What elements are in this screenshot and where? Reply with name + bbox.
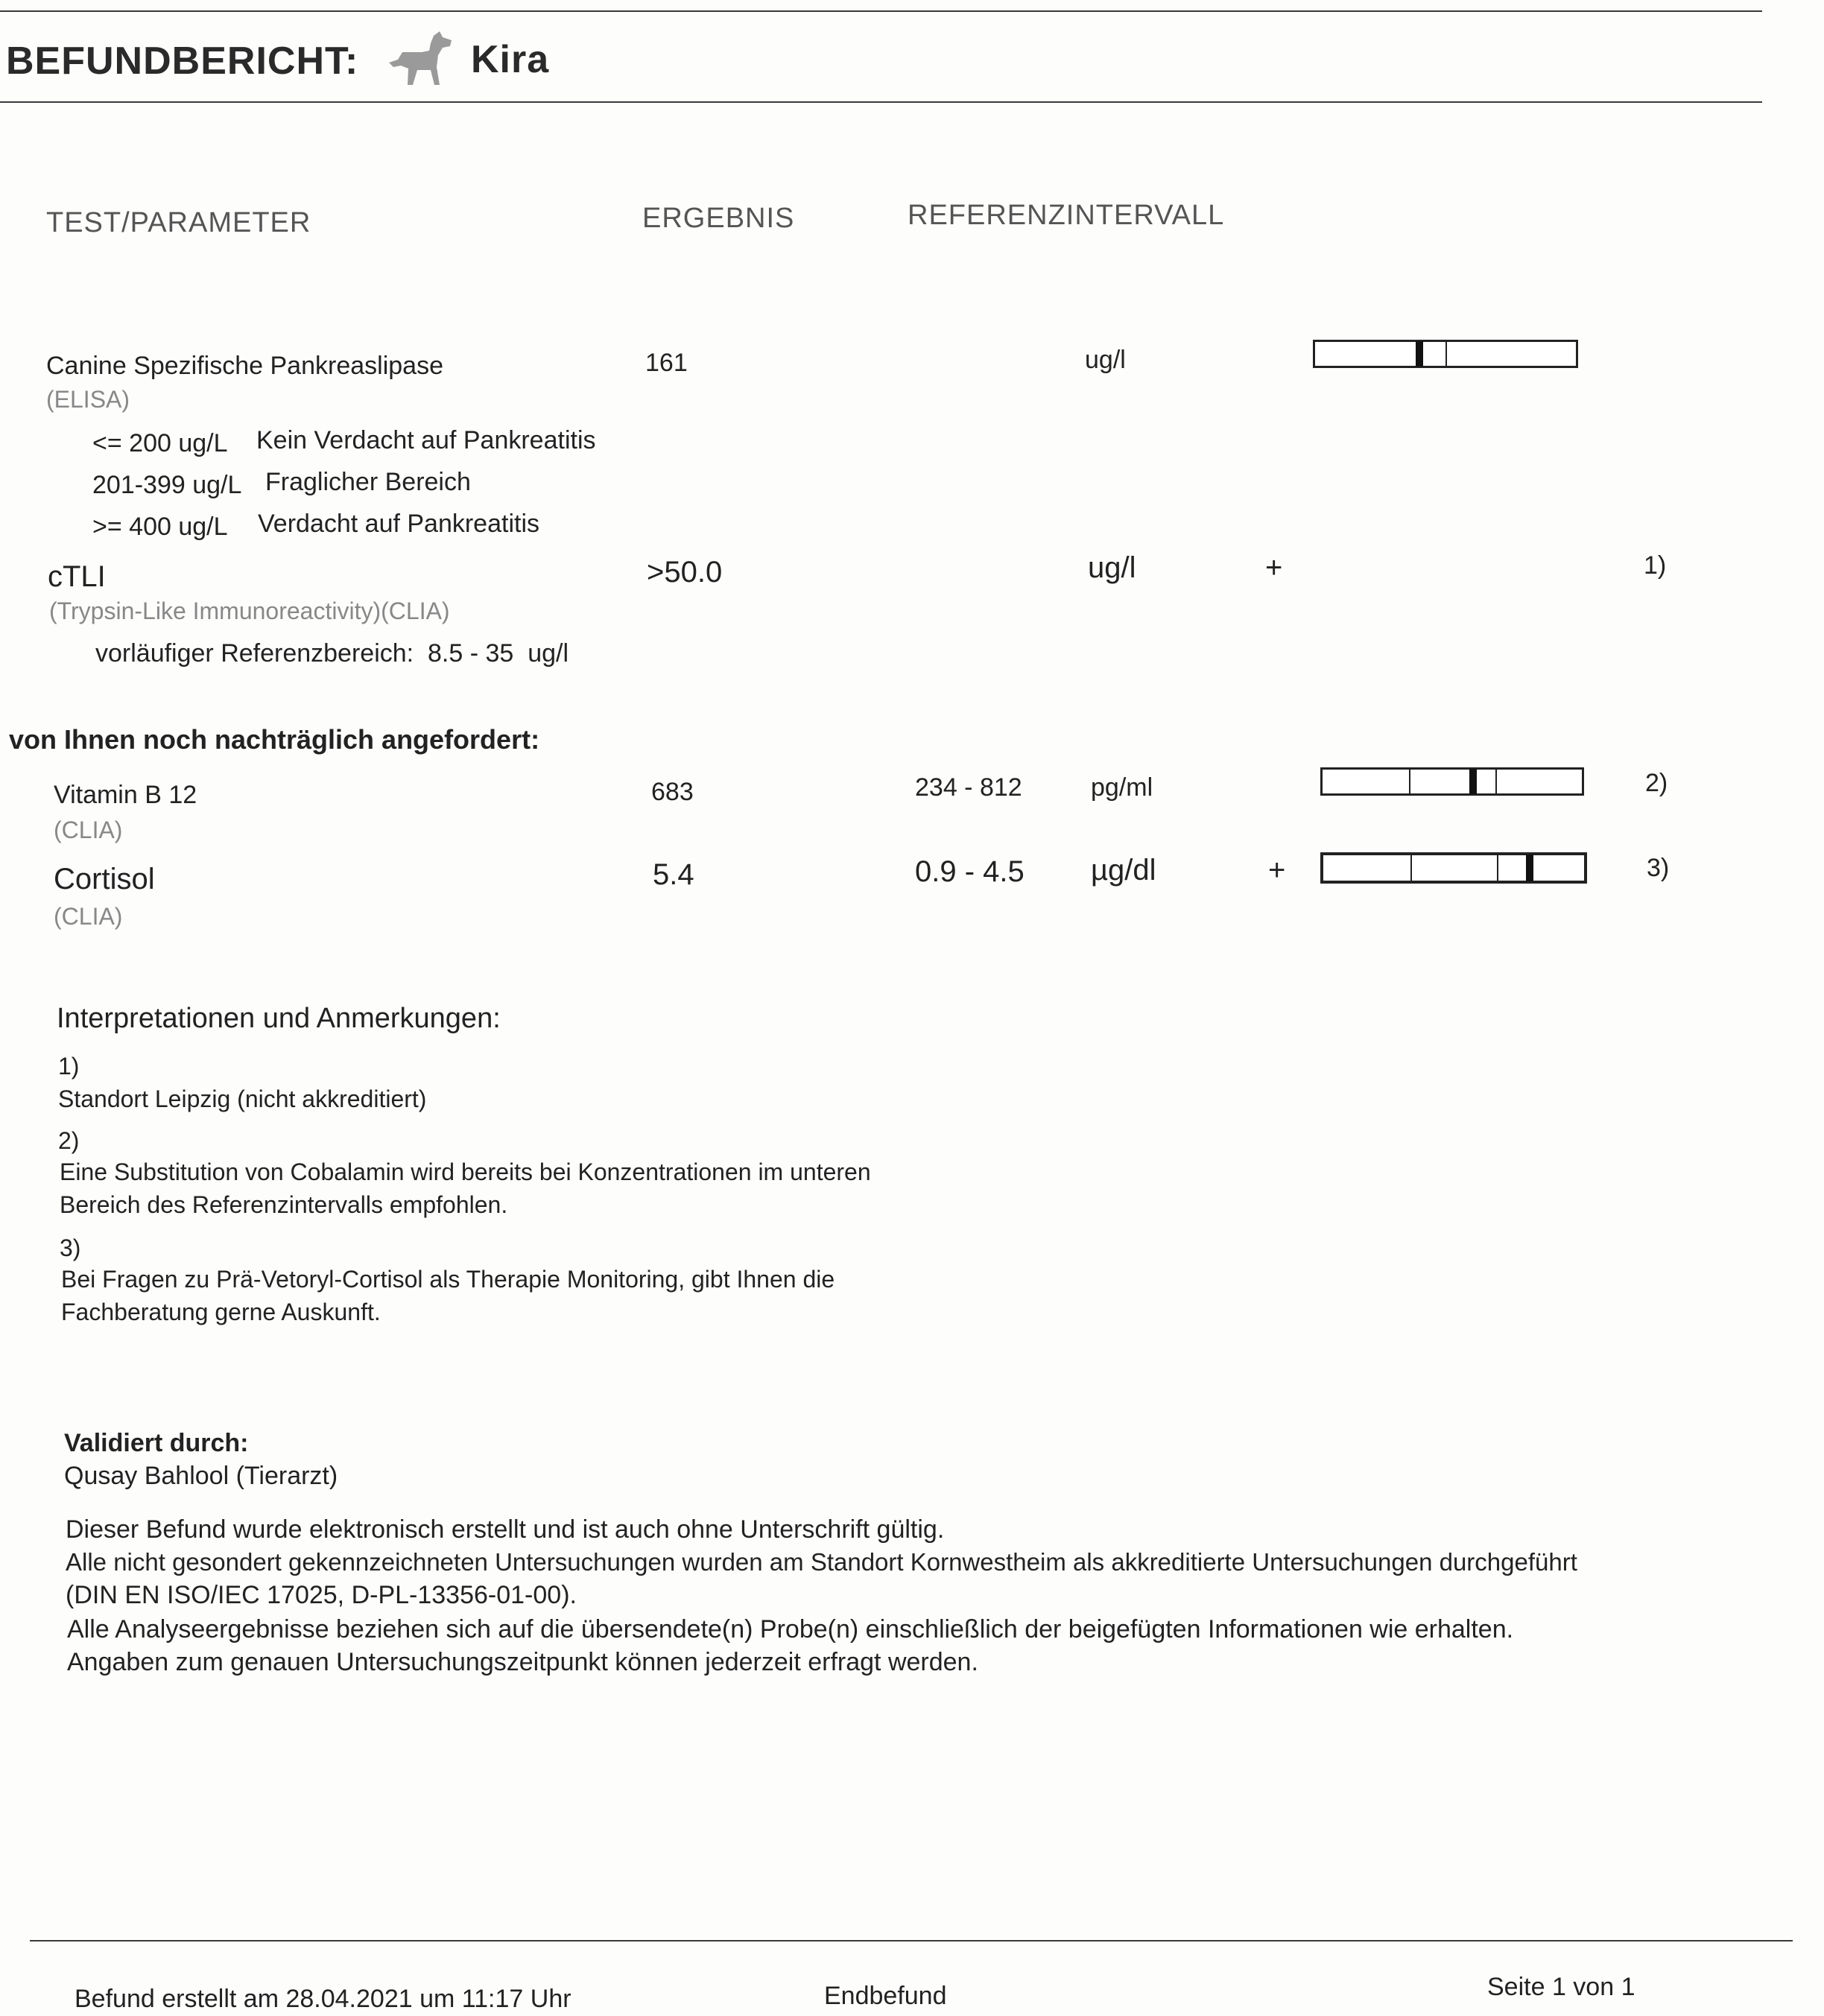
top-rule (0, 10, 1762, 12)
test-result-cortisol: 5.4 (653, 858, 694, 891)
range-bar-lipase (1313, 340, 1578, 368)
note-2-line-2: Bereich des Referenzintervalls empfohlen. (60, 1191, 508, 1218)
lipase-range-1-text: Kein Verdacht auf Pankreatitis (256, 426, 596, 454)
test-result-ctli: >50.0 (647, 556, 723, 589)
range-bar-marker (1526, 855, 1533, 881)
test-unit-cortisol: µg/dl (1091, 854, 1156, 887)
note-3-line-1: Bei Fragen zu Prä-Vetoryl-Cortisol als Therapie Monitoring, gibt Ihnen die (61, 1266, 835, 1293)
patient-name: Kira (471, 38, 550, 81)
test-result-lipase: 161 (645, 349, 688, 377)
test-name-ctli: cTLI (48, 560, 106, 593)
column-result: ERGEBNIS (642, 203, 795, 234)
test-reference-cortisol: 0.9 - 4.5 (915, 855, 1025, 888)
note-3-line-2: Fachberatung gerne Auskunft. (61, 1299, 381, 1325)
disclaimer-line-1: Dieser Befund wurde elektronisch erstellt und ist auch ohne Unterschrift gültig. (66, 1515, 945, 1544)
disclaimer-line-3: (DIN EN ISO/IEC 17025, D-PL-13356-01-00). (66, 1581, 577, 1609)
lipase-range-2-text: Fraglicher Bereich (265, 468, 471, 496)
report-title: BEFUNDBERICHT: (6, 39, 359, 83)
test-method-lipase: (ELISA) (46, 386, 130, 413)
lipase-range-3: >= 400 ug/L (92, 513, 228, 541)
test-reference-b12: 234 - 812 (915, 773, 1022, 802)
test-noteref-cortisol: 3) (1647, 854, 1670, 882)
header-rule (0, 101, 1762, 103)
test-method-ctli: (Trypsin-Like Immunoreactivity)(CLIA) (49, 597, 450, 624)
footer-page: Seite 1 von 1 (1487, 1973, 1635, 2001)
range-bar-tick (1409, 770, 1410, 793)
disclaimer-line-4: Alle Analyseergebnisse beziehen sich auf die übersendete(n) Probe(n) einschließlich der beigefügten Informationen wie erhalten. (67, 1615, 1514, 1643)
section-requested: von Ihnen noch nachträglich angefordert: (9, 724, 540, 755)
footer-created: Befund erstellt am 28.04.2021 um 11:17 Uhr (75, 1985, 571, 2013)
disclaimer-line-2: Alle nicht gesondert gekennzeichneten Untersuchungen wurden am Standort Kornwestheim als akkreditierte Untersuchungen durchgeführt (66, 1548, 1577, 1576)
test-unit-lipase: ug/l (1085, 346, 1126, 374)
validation-label: Validiert durch: (64, 1429, 249, 1457)
test-unit-ctli: ug/l (1088, 551, 1136, 584)
ctli-reference-note: vorläufiger Referenzbereich: 8.5 - 35 ug/l (95, 639, 569, 668)
test-flag-ctli: + (1265, 551, 1283, 584)
test-method-b12: (CLIA) (54, 817, 123, 843)
test-name-cortisol: Cortisol (54, 863, 155, 896)
note-3-number: 3) (60, 1234, 81, 1261)
test-method-cortisol: (CLIA) (54, 903, 123, 930)
validation-name: Qusay Bahlool (Tierarzt) (64, 1462, 338, 1490)
test-name-b12: Vitamin B 12 (54, 781, 197, 809)
footer-status: Endbefund (824, 1982, 947, 2010)
note-2-number: 2) (58, 1127, 80, 1154)
lipase-range-1: <= 200 ug/L (92, 429, 228, 457)
test-unit-b12: pg/ml (1091, 773, 1153, 802)
range-bar-marker (1469, 769, 1477, 794)
test-name-lipase: Canine Spezifische Pankreaslipase (46, 352, 443, 380)
range-bar-tick (1410, 855, 1412, 881)
range-bar-tick (1445, 342, 1447, 366)
interpretations-heading: Interpretationen und Anmerkungen: (57, 1003, 501, 1034)
note-1-number: 1) (58, 1053, 80, 1080)
range-bar-marker (1416, 341, 1423, 367)
test-noteref-ctli: 1) (1644, 551, 1667, 580)
footer-rule (30, 1940, 1793, 1941)
column-test-parameter: TEST/PARAMETER (46, 207, 311, 238)
note-2-line-1: Eine Substitution von Cobalamin wird bereits bei Konzentrationen im unteren (60, 1158, 871, 1185)
lipase-range-3-text: Verdacht auf Pankreatitis (258, 510, 540, 538)
range-bar-tick (1495, 770, 1497, 793)
note-1-line-1: Standort Leipzig (nicht akkreditiert) (58, 1085, 427, 1112)
test-noteref-b12: 2) (1645, 769, 1668, 797)
range-bar-tick (1497, 855, 1498, 881)
disclaimer-line-5: Angaben zum genauen Untersuchungszeitpunkt können jederzeit erfragt werden. (67, 1648, 978, 1676)
dog-icon (387, 30, 455, 88)
test-flag-cortisol: + (1268, 854, 1286, 887)
column-reference: REFERENZINTERVALL (908, 200, 1225, 231)
test-result-b12: 683 (651, 778, 694, 806)
range-bar-cortisol (1320, 852, 1587, 884)
range-bar-b12 (1320, 767, 1584, 796)
lipase-range-2: 201-399 ug/L (92, 471, 242, 499)
